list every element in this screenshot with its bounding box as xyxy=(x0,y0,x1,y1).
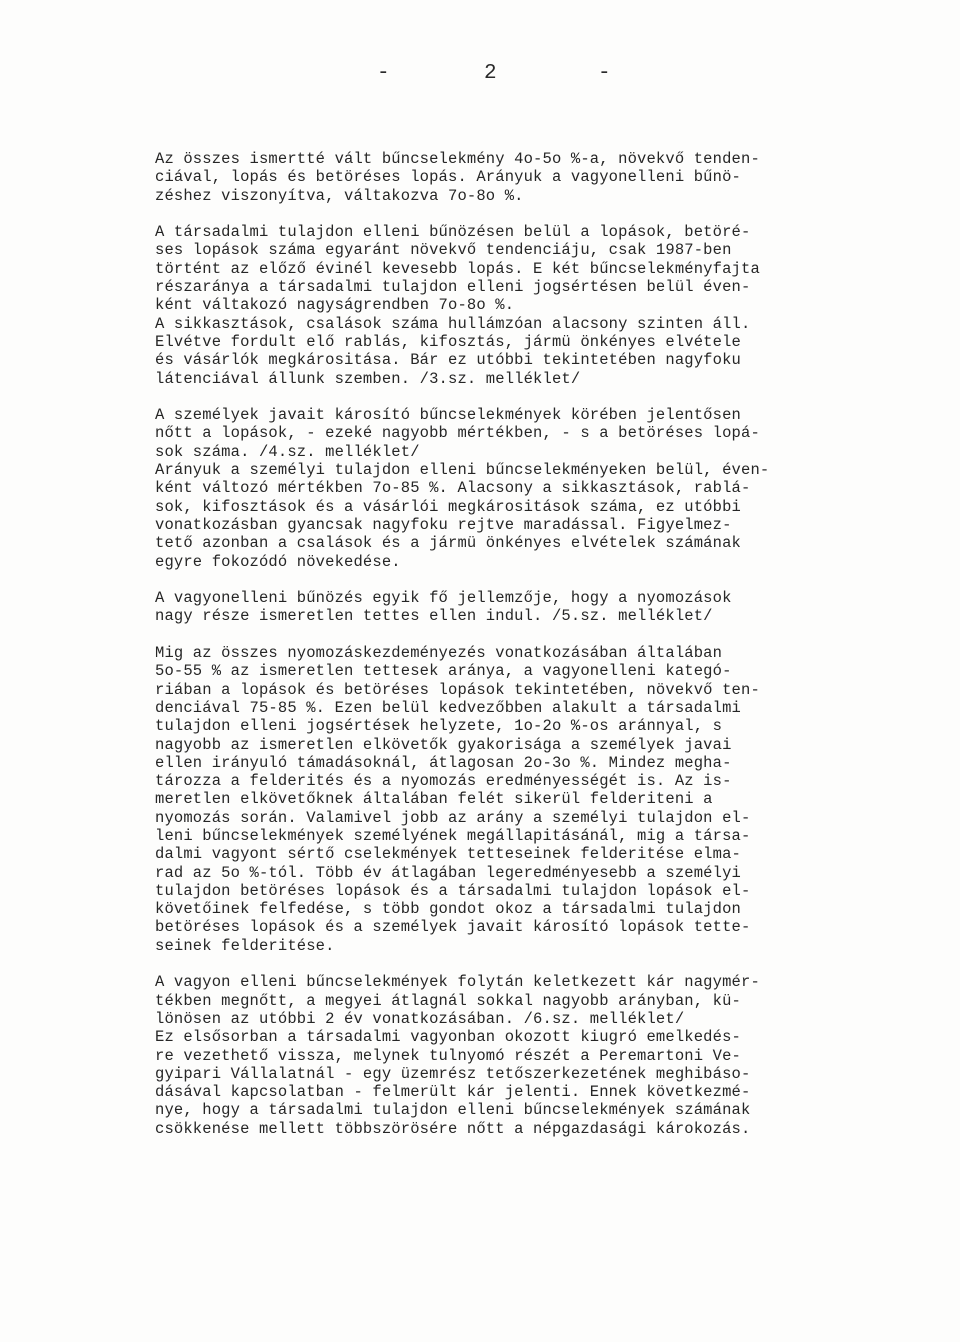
text-line: A társadalmi tulajdon elleni bűnözésen belül a lopások, betöré- xyxy=(155,223,751,242)
text-line: nyomozás során. Valamivel jobb az arány a személyi tulajdon el- xyxy=(155,808,751,827)
text-line: nőtt a lopások, - ezeké nagyobb mértékben, - s a betöréses lopá- xyxy=(155,424,760,443)
text-line: követőinek felfedése, s több gondot okoz a társadalmi tulajdon xyxy=(155,900,741,919)
text-line: nagyobb az ismeretlen elkövetők gyakorisága a személyek javai xyxy=(155,735,732,754)
text-line: denciával 75-85 %. Ezen belül kedvezőbben alakult a társadalmi xyxy=(155,698,741,717)
text-line: tékben megnőtt, a megyei átlagnál sokkal nagyobb arányban, kü- xyxy=(155,991,741,1010)
text-line: sok száma. /4.sz. melléklet/ xyxy=(155,442,420,461)
text-line: ses lopások száma egyaránt növekvő tendenciáju, csak 1987-ben xyxy=(155,241,732,260)
text-line: vonatkozásban gyancsak nagyfoku rejtve maradással. Figyelmez- xyxy=(155,515,732,534)
text-line: Arányuk a személyi tulajdon elleni bűncselekményeken belül, éven- xyxy=(155,461,770,480)
text-line: A személyek javait károsító bűncselekmények körében jelentősen xyxy=(155,406,741,425)
text-line: részaránya a társadalmi tulajdon elleni jogsértésen belül éven- xyxy=(155,278,751,297)
text-line: betöréses lopások és a személyek javait károsító lopások tette- xyxy=(155,918,751,937)
text-line: gyipari Vállalatnál - egy üzemrész tetőszerkezetének meghibáso- xyxy=(155,1064,751,1083)
text-line: riában a lopások és betöréses lopások tekintetében, növekvő ten- xyxy=(155,680,760,699)
paragraph xyxy=(155,973,925,1138)
text-line: leni bűncselekmények személyének megállapitásánál, mig a társa- xyxy=(155,826,751,845)
text-line: ként változó mértékben 7o-85 %. Alacsony a sikkasztások, rablá- xyxy=(155,479,751,498)
text-line: Ez elsősorban a társadalmi vagyonban okozott kiugró emelkedés- xyxy=(155,1028,741,1047)
text-line: Mig az összes nyomozáskezdeményezés vonatkozásában általában xyxy=(155,644,723,663)
page-header xyxy=(0,62,960,92)
text-line: tulajdon betöréses lopások és a társadalmi tulajdon lopások el- xyxy=(155,881,751,900)
text-line: re vezethető vissza, melynek tulnyomó részét a Peremartoni Ve- xyxy=(155,1046,741,1065)
text-line: Elvétve fordult elő rablás, kifosztás, jármü önkényes elvétele xyxy=(155,332,741,351)
text-line: tározza a felderités és a nyomozás eredményességét is. Az is- xyxy=(155,772,732,791)
paragraph xyxy=(155,644,925,955)
page-number: 2 xyxy=(484,62,497,85)
text-line: A vagyon elleni bűncselekmények folytán keletkezett kár nagymér- xyxy=(155,973,760,992)
text-line: látenciával állunk szemben. /3.sz. melléklet/ xyxy=(155,369,581,388)
document-body xyxy=(155,150,925,1156)
text-line: lönösen az utóbbi 2 év vonatkozásában. /6.sz. melléklet/ xyxy=(155,1009,685,1028)
text-line: és vásárlók megkárositása. Bár ez utóbbi tekintetében nagyfoku xyxy=(155,351,741,370)
text-line: A sikkasztások, csalások száma hullámzóan alacsony szinten áll. xyxy=(155,314,751,333)
text-line: tető azonban a csalások és a jármü önkényes elvételek számának xyxy=(155,534,741,553)
text-line: ként váltakozó nagyságrendben 7o-8o %. xyxy=(155,296,515,315)
text-line: dásával kapcsolatban - felmerült kár jelenti. Ennek következmé- xyxy=(155,1083,751,1102)
text-line: Az összes ismertté vált bűncselekmény 4o-5o %-a, növekvő tenden- xyxy=(155,150,760,168)
text-line: ciával, lopás és betöréses lopás. Arányuk a vagyonelleni bűnö- xyxy=(155,168,741,187)
paragraph xyxy=(155,150,925,205)
header-dash-right: - xyxy=(598,62,611,85)
text-line: seinek felderitése. xyxy=(155,936,335,955)
text-line: ellen irányuló támadásoknál, átlagosan 2o-3o %. Mindez megha- xyxy=(155,753,732,772)
text-line: rad az 5o %-tól. Több év átlagában legeredményesebb a személyi xyxy=(155,863,741,882)
paragraph xyxy=(155,589,925,626)
paragraph xyxy=(155,406,925,571)
header-dash-left: - xyxy=(377,62,390,85)
text-line: tulajdon elleni jogsértések helyzete, 1o-2o %-os aránnyal, s xyxy=(155,717,723,736)
text-line: A vagyonelleni bűnözés egyik fő jellemzője, hogy a nyomozások xyxy=(155,589,732,608)
paragraph xyxy=(155,223,925,388)
text-line: 5o-55 % az ismeretlen tettesek aránya, a vagyonelleni kategó- xyxy=(155,662,732,681)
text-line: dalmi vagyont sértő cselekmények tetteseinek felderitése elma- xyxy=(155,845,741,864)
text-line: nagy része ismeretlen tettes ellen indul. /5.sz. melléklet/ xyxy=(155,607,713,626)
text-line: sok, kifosztások és a vásárlói megkárositások száma, ez utóbbi xyxy=(155,497,741,516)
text-line: meretlen elkövetőknek általában felét sikerül felderiteni a xyxy=(155,790,713,809)
text-line: egyre fokozódó növekedése. xyxy=(155,552,401,571)
text-line: történt az előző évinél kevesebb lopás. E két bűncselekményfajta xyxy=(155,259,760,278)
text-line: csökkenése mellett többszörösére nőtt a népgazdasági károkozás. xyxy=(155,1119,751,1138)
text-line: zéshez viszonyítva, váltakozva 7o-8o %. xyxy=(155,186,524,205)
text-line: nye, hogy a társadalmi tulajdon elleni bűncselekmények számának xyxy=(155,1101,751,1120)
